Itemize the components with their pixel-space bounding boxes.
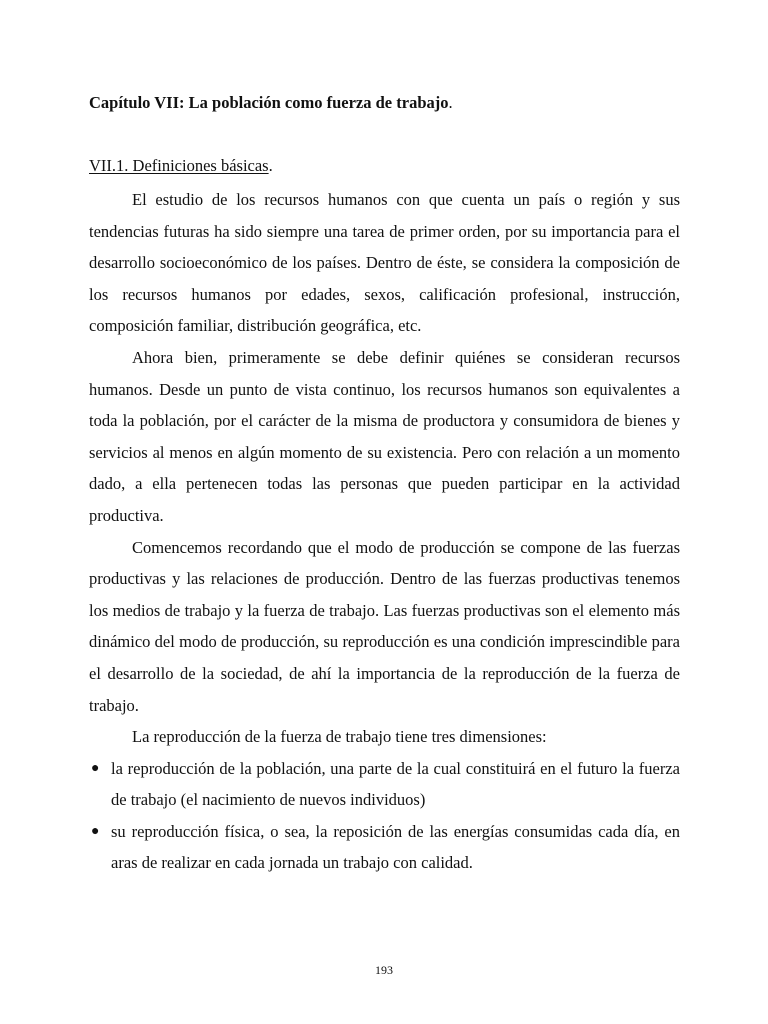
bullet-item: [89, 753, 680, 816]
page-number: 193: [375, 963, 393, 977]
chapter-title-period: .: [448, 93, 453, 112]
bullet-icon: ●: [91, 823, 100, 839]
document-body: [89, 184, 680, 879]
section-title-period: .: [268, 156, 273, 175]
paragraph: El estudio de los recursos humanos con que cuenta un país o región y sus tendencias futuras ha sido siempre una tarea de primer orden, por su importancia para el desarrollo socioeconómico de los países. Dentro de éste, se considera la composición de los recursos humanos por edades, sexos, calificación profesional, instrucción, composición familiar, distribución geográfica, etc.: [89, 190, 680, 336]
section-title-text: VII.1. Definiciones básicas: [89, 156, 269, 175]
chapter-title-text: Capítulo VII: La población como fuerza de trabajo: [89, 93, 449, 112]
paragraph: Comencemos recordando que el modo de producción se compone de las fuerzas productivas y las relaciones de producción. Dentro de las fuerzas productivas tenemos los medios de trabajo y la fuerza de trabajo. Las fuerzas productivas son el elemento más dinámico del modo de producción, su reproducción es una condición imprescindible para el desarrollo de la sociedad, de ahí la importancia de la reproducción de la fuerza de trabajo.: [89, 537, 680, 715]
bullet-text: su reproducción física, o sea, la reposición de las energías consumidas cada día, en aras de realizar en cada jornada un trabajo con calidad.: [111, 821, 680, 873]
section-title: [89, 155, 273, 177]
paragraph: La reproducción de la fuerza de trabajo tiene tres dimensiones:: [132, 727, 547, 747]
chapter-title: [89, 92, 453, 114]
bullet-list: [89, 753, 680, 879]
paragraph: Ahora bien, primeramente se debe definir quiénes se consideran recursos humanos. Desde un punto de vista continuo, los recursos humanos son equivalentes a toda la población, por el carácter de la misma de productora y consumidora de bienes y servicios al menos en algún momento de su existencia. Pero con relación a un momento dado, a ella pertenecen todas las personas que pueden participar en la actividad productiva.: [89, 347, 680, 525]
bullet-icon: ●: [91, 760, 100, 776]
bullet-text: la reproducción de la población, una parte de la cual constituirá en el futuro la fuerza de trabajo (el nacimiento de nuevos individuos): [111, 758, 680, 810]
bullet-item: [89, 816, 680, 879]
